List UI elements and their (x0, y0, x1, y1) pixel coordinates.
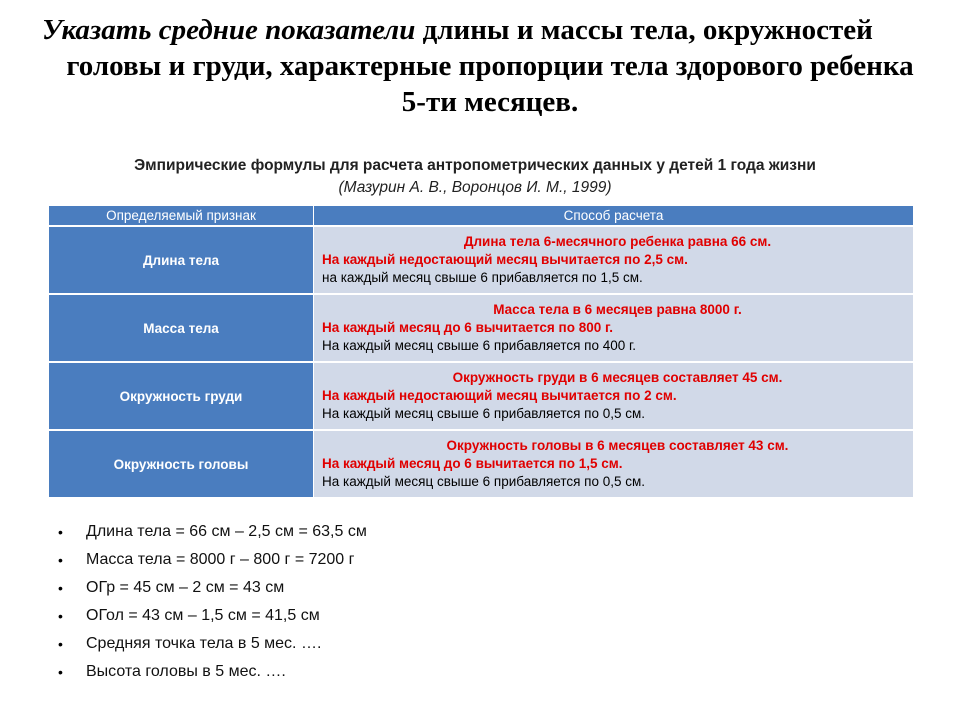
row-method (314, 226, 914, 294)
row-method (314, 294, 914, 362)
title-line-1-rest: длины и массы тела, окружностей (415, 14, 873, 46)
title-line-3: 5-ти месяцев. (401, 86, 579, 118)
bullet-icon: • (58, 552, 63, 568)
table-caption: Эмпирические формулы для расчета антропометрических данных у детей 1 года жизни (134, 157, 816, 174)
header-attribute: Определяемый признак (49, 206, 314, 227)
method-base-value: Длина тела 6-месячного ребенка равна 66 см. (463, 234, 772, 249)
result-text: Масса тела = 8000 г – 800 г = 7200 г (86, 551, 355, 568)
method-below-rule: На каждый недостающий месяц вычитается по 2,5 см. (322, 252, 688, 267)
title-line-1 (30, 12, 950, 48)
method-below-rule: На каждый недостающий месяц вычитается по 2 см. (322, 388, 677, 403)
bullet-icon: • (58, 664, 63, 680)
method-above-rule: На каждый месяц свыше 6 прибавляется по 0,5 см. (322, 474, 646, 489)
result-text: ОГр = 45 см – 2 см = 43 см (86, 579, 285, 596)
method-above-rule: На каждый месяц свыше 6 прибавляется по 0,5 см. (322, 406, 646, 421)
row-method (314, 430, 914, 498)
results-list (52, 518, 367, 686)
bullet-icon: • (58, 608, 63, 624)
result-text: Длина тела = 66 см – 2,5 см = 63,5 см (86, 523, 367, 540)
list-item (52, 630, 367, 658)
row-label: Окружность головы (49, 430, 314, 498)
formula-table (48, 205, 914, 498)
table-row (49, 430, 914, 498)
row-label: Масса тела (49, 294, 314, 362)
bullet-icon: • (58, 580, 63, 596)
table-row (49, 294, 914, 362)
header-method: Способ расчета (314, 206, 914, 227)
row-label: Окружность груди (49, 362, 314, 430)
method-base-value: Окружность груди в 6 месяцев составляет 45 см. (452, 370, 783, 385)
method-below-rule: На каждый месяц до 6 вычитается по 800 г. (322, 320, 614, 335)
title-line-2: головы и груди, характерные пропорции тела здорового ребенка (66, 50, 914, 82)
table-source: (Мазурин А. В., Воронцов И. М., 1999) (338, 179, 612, 196)
list-item (52, 574, 367, 602)
table-row (49, 362, 914, 430)
slide-title (30, 12, 950, 120)
title-emphasis: Указать средние показатели (42, 14, 416, 46)
method-base-value: Масса тела в 6 месяцев равна 8000 г. (493, 302, 742, 317)
row-label: Длина тела (49, 226, 314, 294)
list-item (52, 546, 367, 574)
table-row (49, 226, 914, 294)
result-text: ОГол = 43 см – 1,5 см = 41,5 см (86, 607, 320, 624)
method-above-rule: на каждый месяц свыше 6 прибавляется по 1,5 см. (322, 270, 643, 285)
table-header-row (49, 206, 914, 227)
bullet-icon: • (58, 524, 63, 540)
list-item (52, 658, 367, 686)
row-method (314, 362, 914, 430)
list-item (52, 518, 367, 546)
method-above-rule: На каждый месяц свыше 6 прибавляется по 400 г. (322, 338, 637, 353)
method-below-rule: На каждый месяц до 6 вычитается по 1,5 см. (322, 456, 623, 471)
method-base-value: Окружность головы в 6 месяцев составляет 43 см. (446, 438, 789, 453)
result-text: Высота головы в 5 мес. …. (86, 663, 286, 680)
result-text: Средняя точка тела в 5 мес. …. (86, 635, 322, 652)
list-item (52, 602, 367, 630)
bullet-icon: • (58, 636, 63, 652)
